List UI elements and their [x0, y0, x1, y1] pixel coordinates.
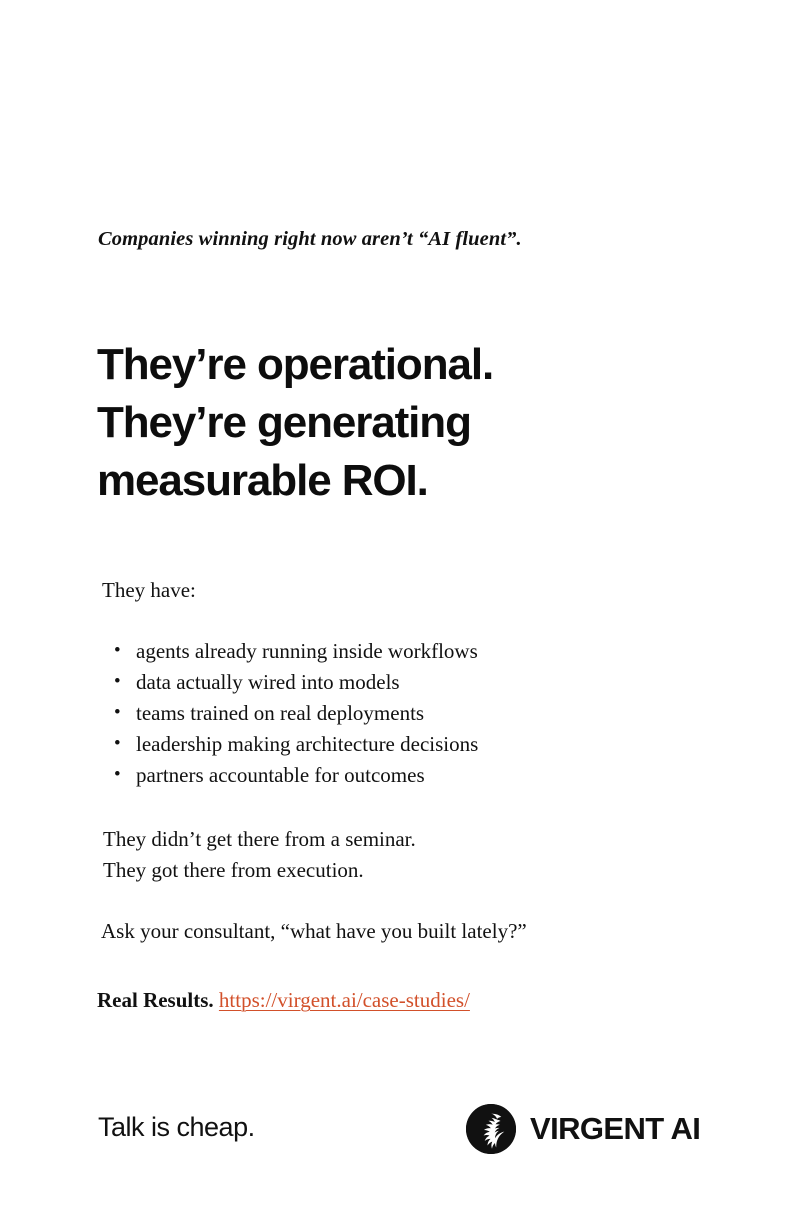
brand-lockup: [466, 1104, 700, 1154]
execution-line-2: They got there from execution.: [103, 858, 364, 882]
lead-text: They have:: [102, 578, 196, 602]
headline-line-3: measurable ROI.: [97, 456, 428, 505]
results-label: Real Results.: [97, 988, 214, 1012]
list-item: • leadership making architecture decisions: [136, 729, 776, 760]
headline: [97, 336, 737, 510]
question-text: Ask your consultant, “what have you built lately?”: [101, 919, 527, 943]
case-studies-link[interactable]: https://virgent.ai/case-studies/: [218, 988, 470, 1012]
kicker-text: Companies winning right now aren’t “AI fluent”.: [98, 228, 522, 250]
headline-line-2: They’re generating: [97, 398, 471, 447]
headline-line-1: They’re operational.: [97, 340, 494, 389]
brand-name: VIRGENT AI: [530, 1111, 701, 1146]
execution-line-1: They didn’t get there from a seminar.: [103, 827, 416, 851]
list-item: • data actually wired into models: [136, 667, 776, 698]
results-line: [97, 986, 470, 1015]
bullet-list: [104, 636, 776, 791]
list-item: • agents already running inside workflows: [136, 636, 776, 667]
virgent-phoenix-logo-icon: [466, 1104, 516, 1154]
list-item: • teams trained on real deployments: [136, 698, 776, 729]
execution-paragraph: [103, 824, 416, 886]
list-item: • partners accountable for outcomes: [136, 760, 776, 791]
tagline-text: Talk is cheap.: [98, 1112, 255, 1142]
